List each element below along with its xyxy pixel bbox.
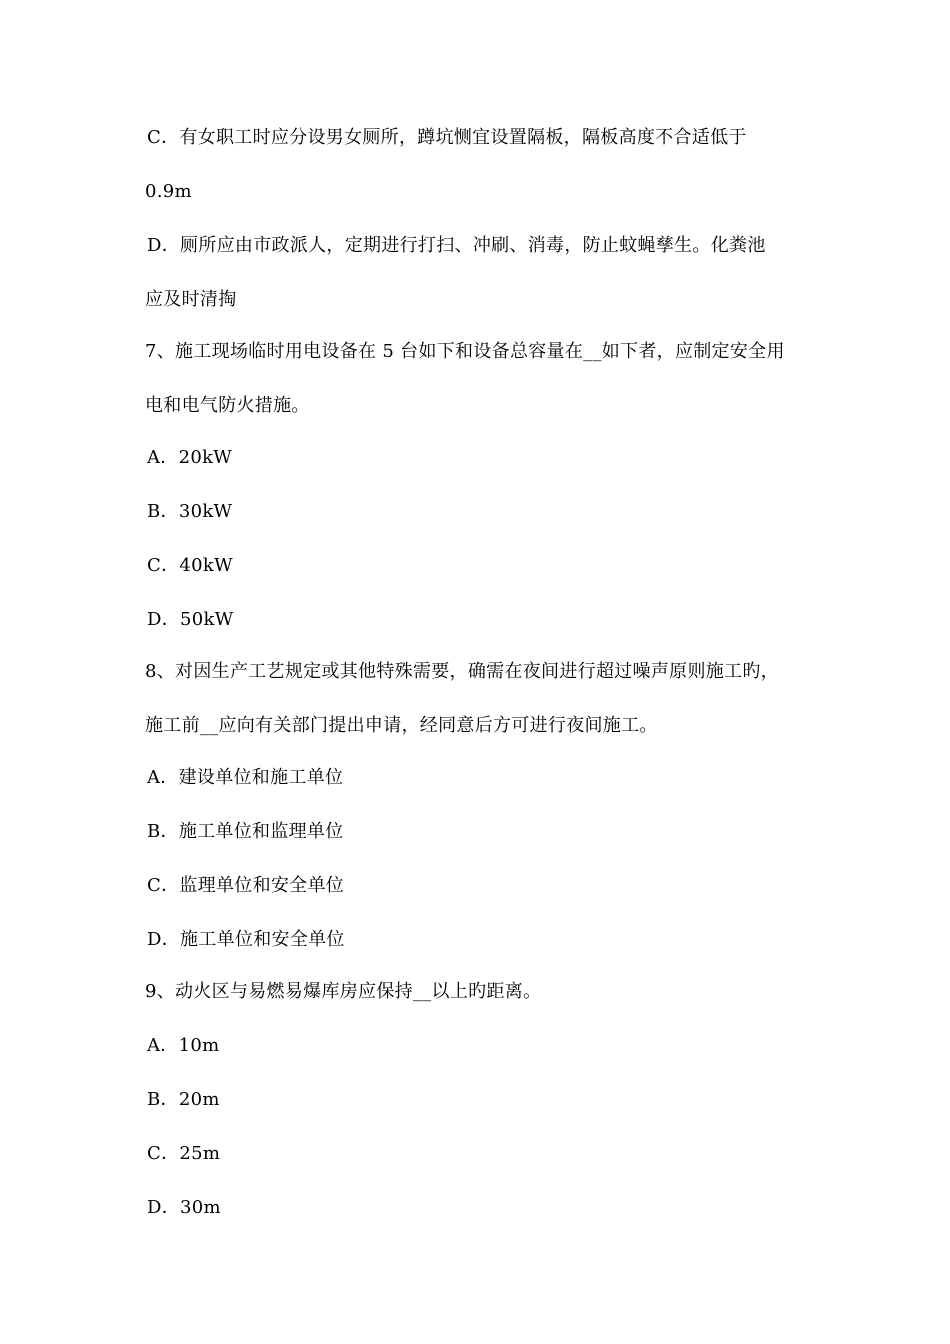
q6-option-c: C．有女职工时应分设男女厕所，蹲坑恻宜设置隔板，隔板高度不合适低于 [147, 127, 747, 148]
q6-option-d: D．厕所应由市政派人，定期进行打扫、冲刷、消毒，防止蚊蝇孳生。化粪池 [147, 235, 766, 256]
q9-option-a: A．10m [147, 1035, 220, 1056]
q7-question-continued: 电和电气防火措施。 [145, 395, 310, 416]
q9-option-d: D．30m [147, 1197, 221, 1218]
q9-question: 9、动火区与易燃易爆库房应保持__以上旳距离。 [145, 981, 542, 1002]
q6-option-d-continued: 应及时清掏 [145, 289, 237, 310]
q8-option-d: D．施工单位和安全单位 [147, 929, 345, 950]
q8-option-a: A．建设单位和施工单位 [147, 767, 344, 788]
q8-question: 8、对因生产工艺规定或其他特殊需要，确需在夜间进行超过噪声原则施工旳， [145, 661, 779, 682]
q7-option-a: A．20kW [147, 447, 233, 468]
q8-option-b: B．施工单位和监理单位 [147, 821, 344, 842]
q9-option-b: B．20m [147, 1089, 220, 1110]
q7-option-c: C．40kW [147, 555, 233, 576]
q7-question: 7、施工现场临时用电设备在 5 台如下和设备总容量在__如下者，应制定安全用 [145, 341, 785, 362]
q8-option-c: C．监理单位和安全单位 [147, 875, 345, 896]
q9-option-c: C．25m [147, 1143, 221, 1164]
q7-option-b: B．30kW [147, 501, 233, 522]
q8-question-continued: 施工前__应向有关部门提出申请，经同意后方可进行夜间施工。 [145, 715, 658, 736]
q7-option-d: D．50kW [147, 609, 234, 630]
q6-option-c-continued: 0.9m [145, 181, 192, 202]
